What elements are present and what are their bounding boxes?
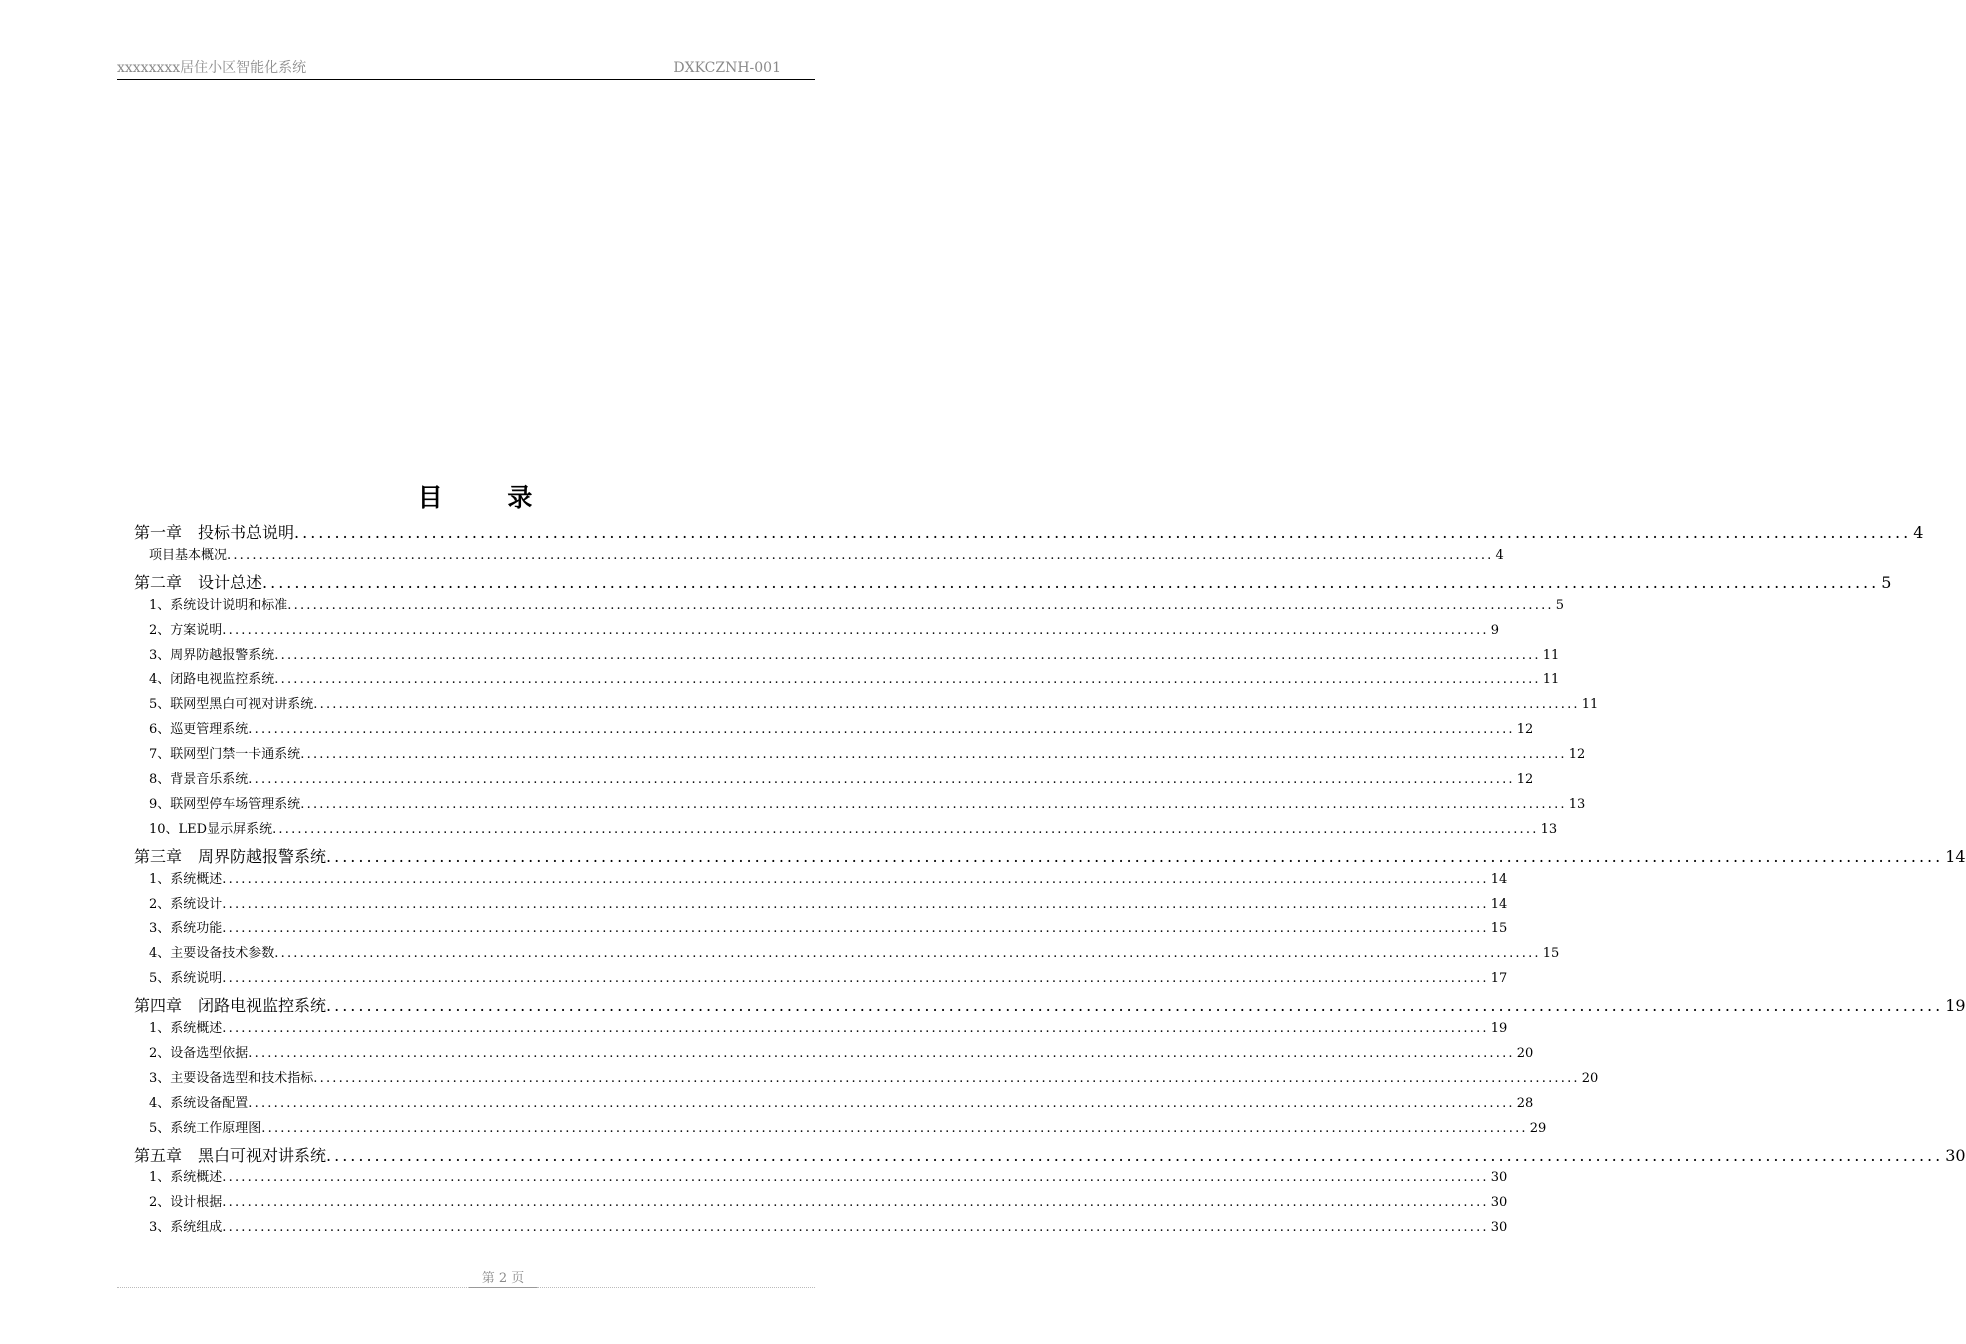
toc-section-entry[interactable] [134,1219,1508,1237]
toc-entry-page-number: 14 [1490,871,1508,887]
toc-entry-page-number: 12 [1516,722,1534,738]
toc-leader-dots: ........................................................................................................................................................................................................ [294,523,1912,542]
toc-section-entry[interactable] [134,647,1560,665]
toc-leader-dots: ........................................................................................................................................................................................................ [222,971,1489,987]
toc-section-entry[interactable] [134,1194,1508,1212]
toc-entry-title: 1、系统设计说明和标准 [149,597,288,613]
toc-leader-dots: ........................................................................................................................................................................................................ [248,1045,1515,1061]
toc-entry-page-number: 9 [1490,622,1500,638]
toc-leader-dots: ........................................................................................................................................................................................................ [313,1070,1580,1086]
toc-leader-dots: ........................................................................................................................................................................................................ [222,1220,1489,1236]
toc-entry-title: 3、主要设备选型和技术指标 [149,1070,314,1086]
toc-entry-title: 第三章 周界防越报警系统 [134,846,327,866]
toc-section-entry[interactable] [134,671,1560,689]
toc-entry-title: 3、周界防越报警系统 [149,647,275,663]
toc-entry-title: 7、联网型门禁一卡通系统 [149,747,301,763]
toc-section-entry[interactable] [134,622,1500,640]
toc-entry-page-number: 30 [1490,1170,1508,1186]
toc-section-entry[interactable] [134,746,1586,764]
toc-entry-title: 第二章 设计总述 [134,572,263,592]
page-number: 第 2 页 [469,1271,537,1288]
toc-leader-dots: ........................................................................................................................................................................................................ [300,747,1567,763]
toc-section-entry[interactable] [134,597,1565,615]
toc-entry-page-number: 19 [1490,1021,1508,1036]
toc-heading-char-2: 录 [507,483,533,512]
page-header [117,59,815,80]
toc-chapter-entry[interactable] [134,1145,1966,1167]
toc-entry-title: 1、系统概述 [149,1170,223,1186]
toc-entry-page-number: 30 [1945,1145,1966,1165]
toc-entry-page-number: 11 [1542,672,1560,688]
toc-section-entry[interactable] [134,970,1508,988]
toc-entry-page-number: 14 [1945,846,1966,866]
toc-leader-dots: ........................................................................................................................................................................................................ [262,572,1880,592]
toc-entry-title: 2、设备选型依据 [149,1045,249,1061]
toc-leader-dots: ........................................................................................................................................................................................................ [326,846,1944,866]
footer-rule-right [537,1287,815,1288]
toc-entry-page-number: 28 [1516,1095,1534,1111]
header-document-title: xxxxxxxx居住小区智能化系统 [117,60,307,76]
toc-section-entry[interactable] [134,547,1504,565]
toc-entry-page-number: 15 [1542,946,1560,962]
toc-entry-title: 第四章 闭路电视监控系统 [134,996,327,1016]
toc-entry-title: 3、系统功能 [149,921,223,937]
toc-leader-dots: ........................................................................................................................................................................................................ [326,1145,1944,1165]
toc-entry-title: 9、联网型停车场管理系统 [149,796,301,812]
toc-leader-dots: ........................................................................................................................................................................................................ [274,672,1541,688]
toc-entry-title: 5、系统说明 [149,971,223,987]
toc-leader-dots: ........................................................................................................................................................................................................ [300,796,1567,812]
toc-entry-title: 2、方案说明 [149,622,223,638]
toc-entry-title: 4、系统设备配置 [149,1095,249,1111]
toc-entry-page-number: 29 [1529,1120,1547,1136]
toc-leader-dots: ........................................................................................................................................................................................................ [222,1021,1489,1036]
toc-leader-dots: ........................................................................................................................................................................................................ [326,996,1944,1016]
toc-entry-page-number: 30 [1490,1195,1508,1211]
toc-chapter-entry[interactable] [134,572,1892,594]
toc-leader-dots: ........................................................................................................................................................................................................ [222,896,1489,912]
toc-leader-dots: ........................................................................................................................................................................................................ [222,1195,1489,1211]
toc-leader-dots: ........................................................................................................................................................................................................ [272,821,1539,837]
toc-section-entry[interactable] [134,1045,1534,1063]
toc-section-entry[interactable] [134,696,1599,714]
toc-entry-page-number: 13 [1568,796,1586,812]
toc-entry-title: 4、主要设备技术参数 [149,946,275,962]
toc-section-entry[interactable] [134,920,1508,938]
toc-section-entry[interactable] [134,945,1560,963]
toc-entry-title: 4、闭路电视监控系统 [149,672,275,688]
toc-section-entry[interactable] [134,1095,1534,1113]
toc-entry-page-number: 4 [1913,523,1924,542]
toc-entry-title: 10、LED显示屏系统 [149,821,273,837]
toc-entry-title: 5、联网型黑白可视对讲系统 [149,697,314,713]
toc-leader-dots: ........................................................................................................................................................................................................ [313,697,1580,713]
toc-leader-dots: ........................................................................................................................................................................................................ [222,871,1489,887]
toc-section-entry[interactable] [134,1020,1508,1038]
toc-section-entry[interactable] [134,821,1558,839]
toc-entry-page-number: 30 [1490,1220,1508,1236]
toc-entry-page-number: 20 [1516,1045,1534,1061]
toc-entry-page-number: 4 [1495,547,1504,563]
toc-section-entry[interactable] [134,896,1508,914]
toc-heading-char-1: 目 [417,483,443,512]
toc-entry-page-number: 20 [1581,1070,1599,1086]
toc-entry-title: 6、巡更管理系统 [149,722,249,738]
toc-entry-title: 5、系统工作原理图 [149,1120,262,1136]
toc-entry-title: 1、系统概述 [149,871,223,887]
toc-chapter-entry[interactable] [134,995,1966,1017]
toc-section-entry[interactable] [134,1169,1508,1187]
toc-entry-page-number: 17 [1490,971,1508,987]
toc-entry-title: 2、系统设计 [149,896,223,912]
toc-chapter-entry[interactable] [134,522,1924,544]
toc-leader-dots: ........................................................................................................................................................................................................ [222,921,1489,937]
toc-entry-page-number: 12 [1516,772,1534,787]
toc-entry-title: 3、系统组成 [149,1220,223,1236]
toc-leader-dots: ........................................................................................................................................................................................................ [222,1170,1489,1186]
toc-entry-page-number: 13 [1540,821,1558,837]
header-document-code: DXKCZNH-001 [673,60,781,76]
toc-entry-page-number: 11 [1581,697,1599,713]
toc-entry-title: 第五章 黑白可视对讲系统 [134,1145,327,1165]
toc-entry-page-number: 19 [1945,996,1966,1016]
toc-section-entry[interactable] [134,721,1534,739]
toc-leader-dots: ........................................................................................................................................................................................................ [248,1095,1515,1111]
toc-entry-title: 项目基本概况 [149,547,228,563]
toc-leader-dots: ........................................................................................................................................................................................................ [248,722,1515,738]
toc-heading [0,482,950,514]
toc-entry-page-number: 11 [1542,647,1560,663]
toc-section-entry[interactable] [134,771,1534,789]
toc-entry-page-number: 5 [1555,597,1565,613]
toc-entry-title: 8、背景音乐系统 [149,772,249,787]
toc-leader-dots: ........................................................................................................................................................................................................ [287,597,1554,613]
toc-entry-page-number: 15 [1490,921,1508,937]
toc-entry-title: 2、设计根据 [149,1195,223,1211]
toc-leader-dots: ........................................................................................................................................................................................................ [274,946,1541,962]
toc-section-entry[interactable] [134,1070,1599,1088]
toc-entry-page-number: 12 [1568,747,1586,763]
toc-leader-dots: ........................................................................................................................................................................................................ [222,622,1489,638]
toc-section-entry[interactable] [134,871,1508,889]
toc-section-entry[interactable] [134,1120,1547,1138]
toc-entry-title: 第一章 投标书总说明 [134,523,295,542]
toc-section-entry[interactable] [134,796,1586,814]
toc-entry-title: 1、系统概述 [149,1021,223,1036]
footer-rule-left [117,1287,469,1288]
toc-entry-page-number: 14 [1490,896,1508,912]
toc-leader-dots: ........................................................................................................................................................................................................ [274,647,1541,663]
toc-leader-dots: ........................................................................................................................................................................................................ [248,772,1515,787]
toc-chapter-entry[interactable] [134,846,1966,868]
toc-leader-dots: ........................................................................................................................................................................................................ [227,547,1494,563]
toc-entry-page-number: 5 [1881,572,1892,592]
toc-leader-dots: ........................................................................................................................................................................................................ [261,1120,1528,1136]
